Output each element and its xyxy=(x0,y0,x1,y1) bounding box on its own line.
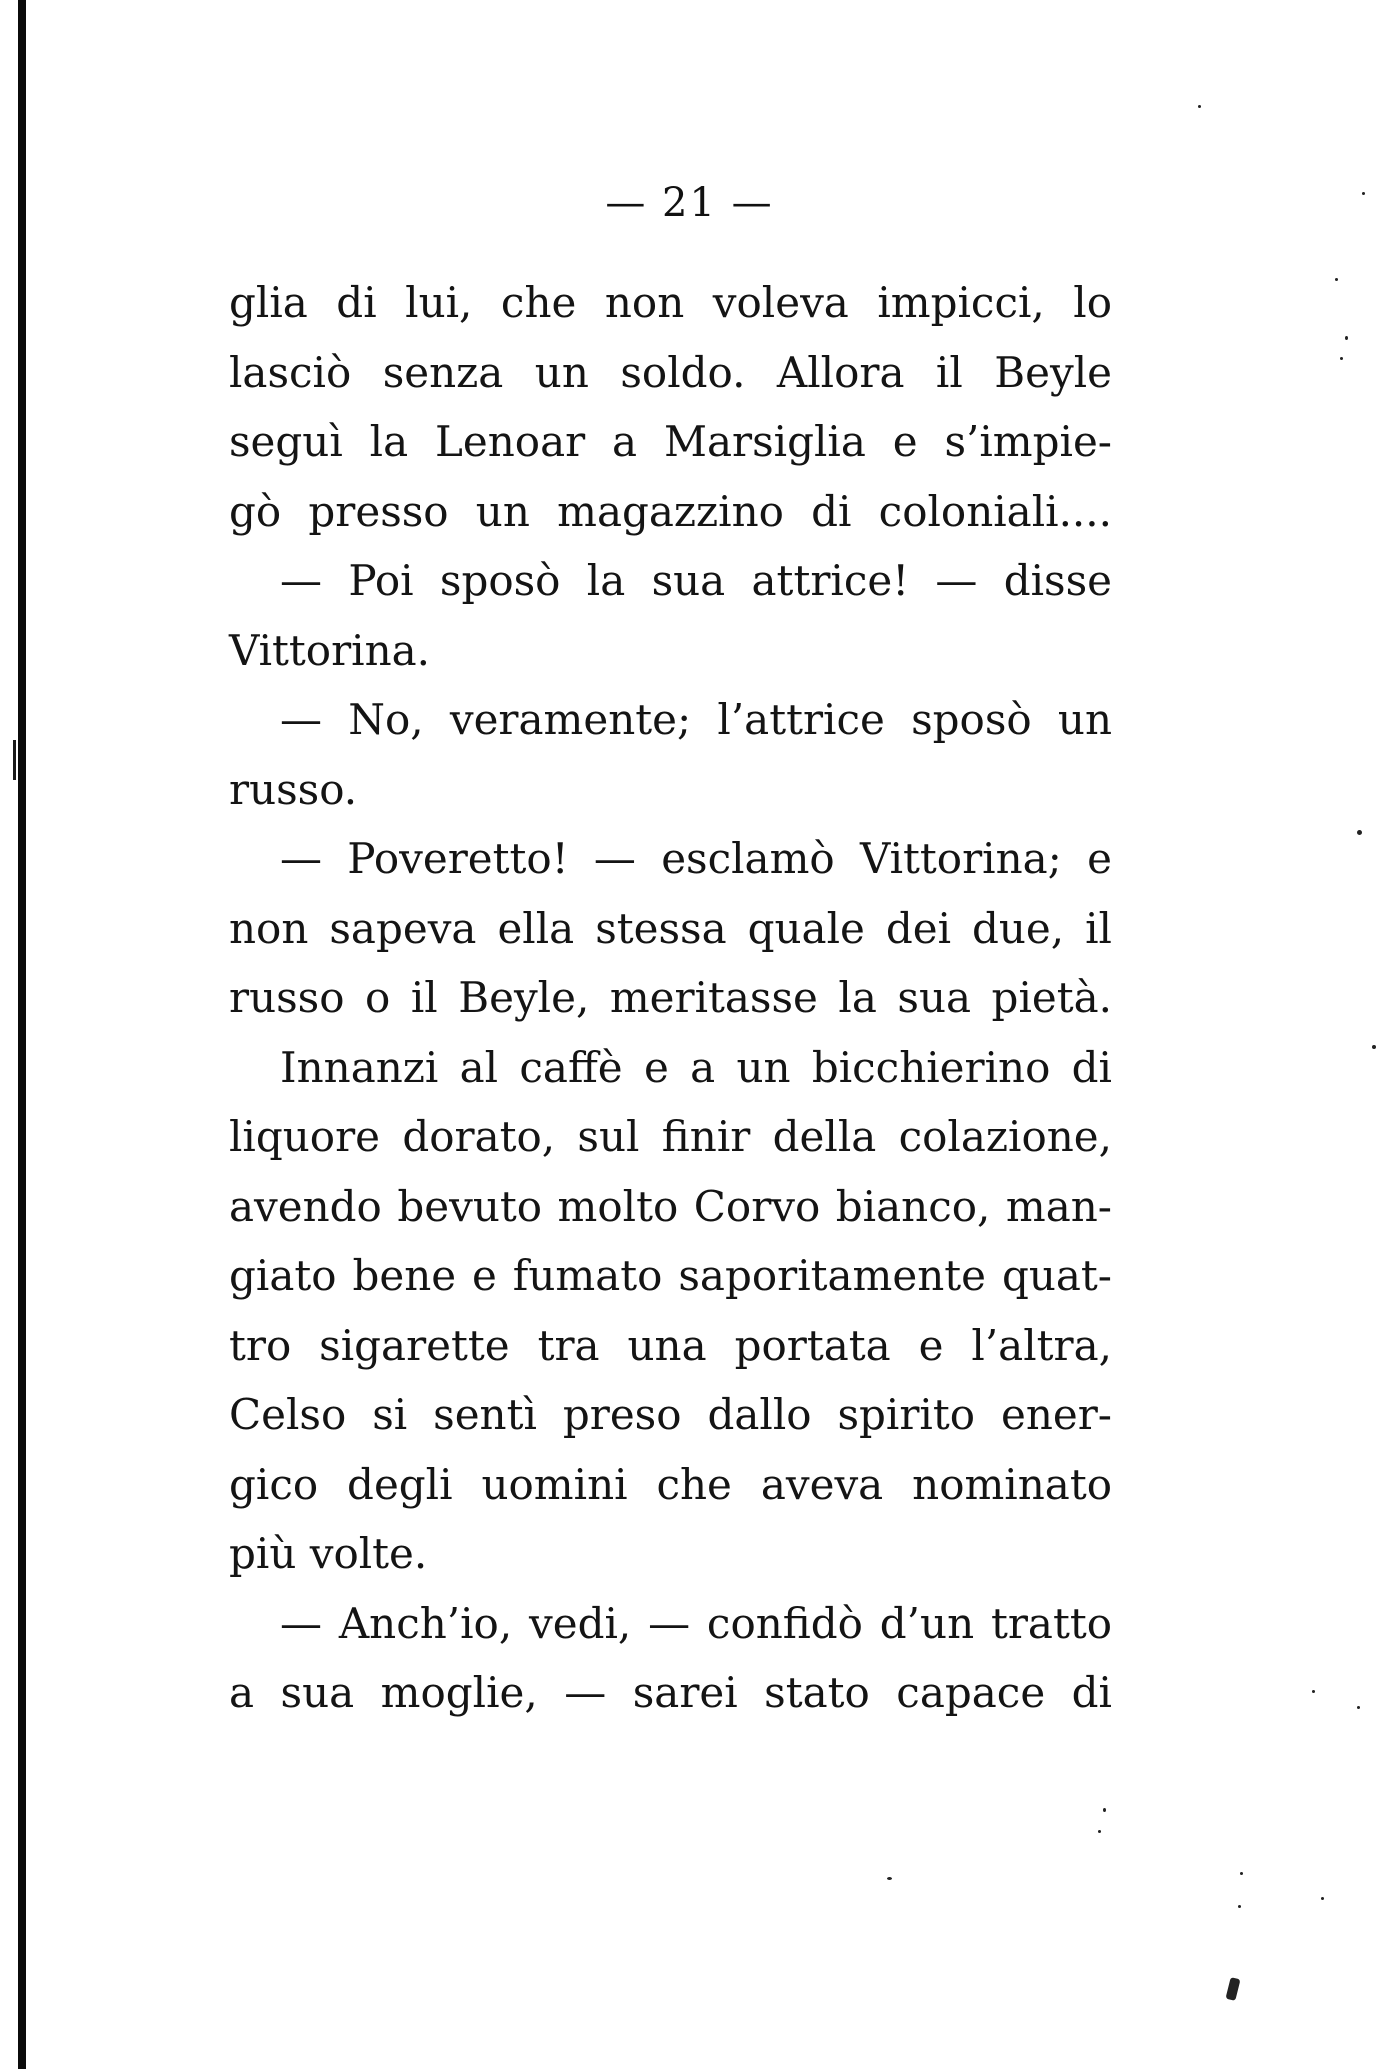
scan-speck xyxy=(1225,1977,1240,2001)
scan-speck xyxy=(1372,1045,1376,1049)
scan-speck xyxy=(1098,1830,1101,1833)
text-line: Celso si sentì preso dallo spirito ener- xyxy=(229,1390,1112,1439)
scan-speck xyxy=(1357,830,1362,835)
page-number: — 21 — xyxy=(605,180,774,226)
scan-speck xyxy=(1103,1808,1106,1812)
text-line: gico degli uomini che aveva nominato xyxy=(229,1459,1112,1509)
binding-edge xyxy=(18,0,26,2069)
scan-speck xyxy=(1362,192,1365,195)
text-line: seguì la Lenoar a Marsiglia e s’impie- xyxy=(229,417,1112,466)
text-line: Vittorina. xyxy=(229,625,431,675)
text-line: non sapeva ella stessa quale dei due, il xyxy=(229,903,1112,953)
text-line: — No, veramente; l’attrice sposò un xyxy=(280,695,1112,744)
text-line: russo. xyxy=(229,764,358,814)
scan-speck xyxy=(1335,278,1338,281)
text-line: a sua moglie, — sarei stato capace di xyxy=(229,1668,1112,1717)
text-line: Innanzi al caffè e a un bicchierino di xyxy=(280,1042,1112,1092)
scan-speck xyxy=(1238,1905,1241,1908)
text-line: avendo bevuto molto Corvo bianco, man- xyxy=(229,1181,1112,1231)
scan-speck xyxy=(1357,1706,1360,1709)
body-text xyxy=(229,268,1112,1728)
text-line: glia di lui, che non voleva impicci, lo xyxy=(229,278,1112,327)
text-line: russo o il Beyle, meritasse la sua pietà. xyxy=(229,973,1112,1022)
binding-mark xyxy=(13,740,16,780)
text-line: — Poveretto! — esclamò Vittorina; e xyxy=(280,834,1112,883)
scan-speck xyxy=(1321,1897,1324,1900)
text-line: lasciò senza un soldo. Allora il Beyle xyxy=(229,347,1112,397)
text-line: gò presso un magazzino di coloniali.... xyxy=(229,486,1112,536)
text-line: tro sigarette tra una portata e l’altra, xyxy=(229,1320,1112,1370)
scan-speck xyxy=(887,1877,892,1880)
scan-speck xyxy=(1340,357,1343,360)
scan-speck xyxy=(1240,1872,1243,1875)
scan-speck xyxy=(1345,336,1348,340)
text-line: più volte. xyxy=(229,1529,428,1578)
scan-speck xyxy=(1312,1690,1315,1693)
text-line: — Anch’io, vedi, — confidò d’un tratto xyxy=(280,1598,1112,1648)
text-line: giato bene e fumato saporitamente quat- xyxy=(229,1251,1112,1300)
scan-speck xyxy=(1198,105,1201,108)
text-line: — Poi sposò la sua attrice! — disse xyxy=(280,556,1112,605)
text-line: liquore dorato, sul finir della colazione, xyxy=(229,1112,1112,1161)
